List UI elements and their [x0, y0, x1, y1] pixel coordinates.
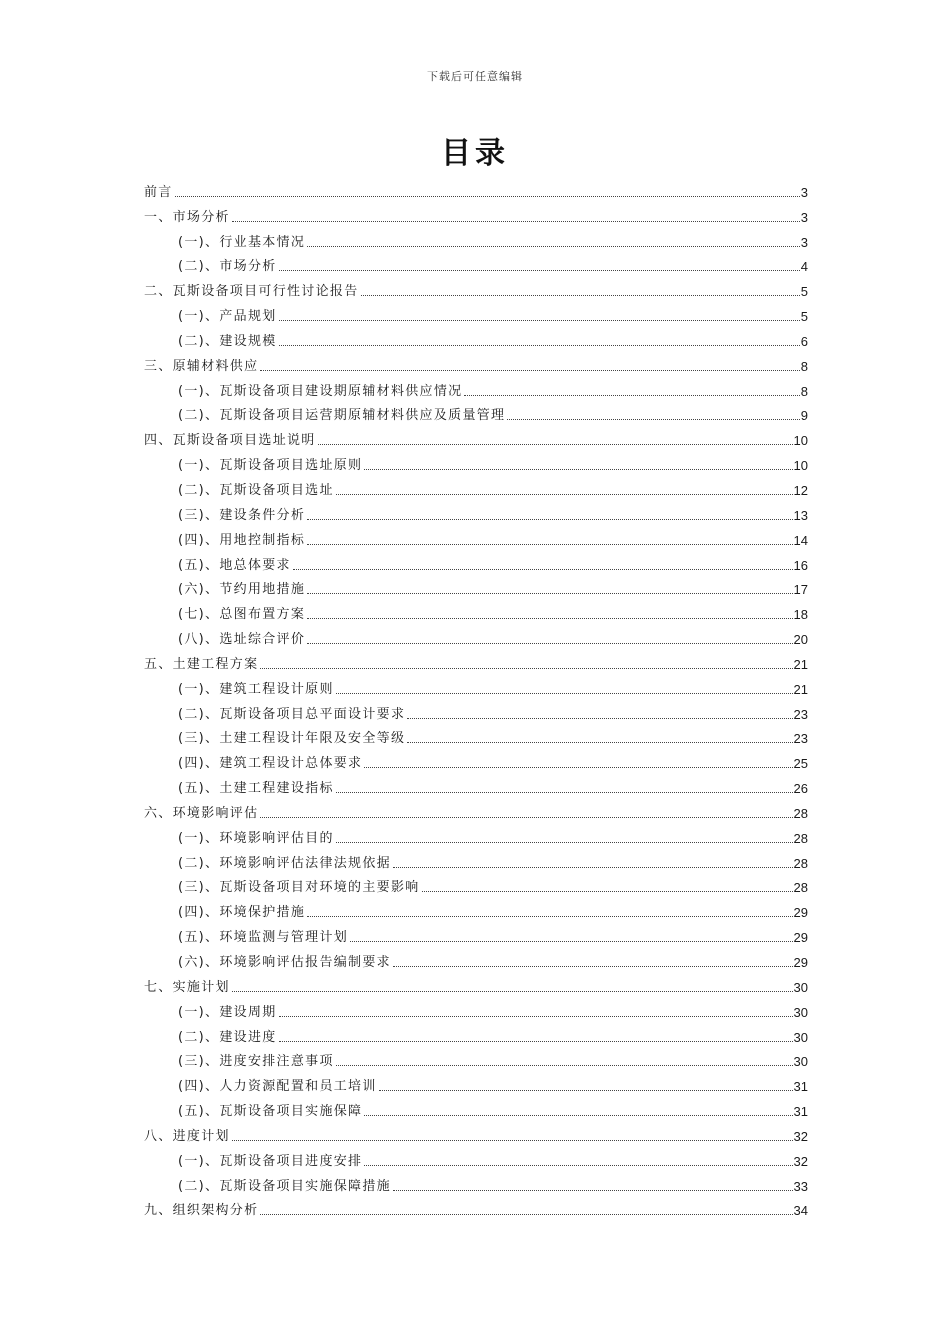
toc-dot-leader	[307, 544, 792, 545]
toc-dot-leader	[336, 792, 793, 793]
toc-entry-page-number: 31	[793, 1079, 808, 1095]
toc-entry-page-number: 4	[800, 259, 808, 275]
toc-section-entry[interactable]	[144, 1046, 808, 1071]
toc-section-entry[interactable]	[144, 598, 808, 623]
toc-entry-label: (五)、土建工程建设指标	[178, 781, 334, 797]
toc-section-entry[interactable]	[144, 375, 808, 400]
toc-entry-page-number: 21	[793, 681, 808, 697]
toc-entry-label: 四、瓦斯设备项目选址说明	[144, 433, 316, 449]
toc-dot-leader	[336, 1065, 793, 1066]
toc-section-entry[interactable]	[144, 574, 808, 599]
toc-chapter-entry[interactable]	[144, 648, 808, 673]
toc-entry-page-number: 21	[793, 656, 808, 672]
toc-section-entry[interactable]	[144, 400, 808, 425]
toc-dot-leader	[364, 767, 792, 768]
toc-chapter-entry[interactable]	[144, 350, 808, 375]
toc-entry-page-number: 10	[793, 433, 808, 449]
toc-entry-label: 一、市场分析	[144, 209, 230, 225]
toc-dot-leader	[279, 1016, 793, 1017]
toc-entry-page-number: 28	[793, 855, 808, 871]
toc-entry-page-number: 10	[793, 458, 808, 474]
toc-section-entry[interactable]	[144, 673, 808, 698]
toc-section-entry[interactable]	[144, 1095, 808, 1120]
toc-entry-label: (一)、建筑工程设计原则	[178, 681, 334, 697]
toc-entry-label: 七、实施计划	[144, 979, 230, 995]
toc-dot-leader	[232, 991, 793, 992]
toc-entry-page-number: 30	[793, 1004, 808, 1020]
toc-dot-leader	[232, 221, 800, 222]
page-title: 目录	[441, 136, 509, 171]
toc-dot-leader	[260, 370, 799, 371]
toc-section-entry[interactable]	[144, 1021, 808, 1046]
toc-dot-leader	[422, 891, 793, 892]
toc-entry-label: (三)、建设条件分析	[178, 507, 306, 523]
toc-dot-leader	[260, 668, 792, 669]
toc-entry-label: (五)、环境监测与管理计划	[178, 930, 349, 946]
toc-entry-label: 二、瓦斯设备项目可行性讨论报告	[144, 284, 359, 300]
toc-dot-leader	[379, 1090, 793, 1091]
toc-entry-page-number: 33	[793, 1178, 808, 1194]
toc-entry-label: (二)、瓦斯设备项目实施保障措施	[178, 1178, 391, 1194]
toc-dot-leader	[336, 842, 793, 843]
toc-section-entry[interactable]	[144, 822, 808, 847]
toc-dot-leader	[175, 196, 800, 197]
toc-dot-leader	[464, 395, 799, 396]
toc-dot-leader	[507, 419, 799, 420]
header-note: 下载后可任意编辑	[427, 70, 523, 83]
toc-entry-label: (二)、瓦斯设备项目总平面设计要求	[178, 706, 406, 722]
toc-entry-label: (一)、瓦斯设备项目选址原则	[178, 458, 363, 474]
toc-dot-leader	[318, 444, 793, 445]
toc-entry-label: (三)、土建工程设计年限及安全等级	[178, 731, 406, 747]
toc-entry-page-number: 30	[793, 1029, 808, 1045]
toc-dot-leader	[307, 618, 792, 619]
toc-dot-leader	[307, 246, 800, 247]
toc-entry-page-number: 17	[793, 582, 808, 598]
toc-entry-label: (一)、产品规划	[178, 309, 277, 325]
toc-dot-leader	[293, 569, 793, 570]
toc-dot-leader	[364, 469, 792, 470]
toc-section-entry[interactable]	[144, 847, 808, 872]
toc-dot-leader	[279, 345, 800, 346]
toc-entry-label: (五)、瓦斯设备项目实施保障	[178, 1104, 363, 1120]
toc-chapter-entry[interactable]	[144, 1195, 808, 1220]
toc-dot-leader	[364, 1165, 792, 1166]
toc-entry-page-number: 28	[793, 880, 808, 896]
toc-section-entry[interactable]	[144, 946, 808, 971]
toc-section-entry[interactable]	[144, 872, 808, 897]
toc-entry-page-number: 32	[793, 1153, 808, 1169]
toc-section-entry[interactable]	[144, 1070, 808, 1095]
toc-section-entry[interactable]	[144, 325, 808, 350]
toc-dot-leader	[279, 270, 800, 271]
toc-dot-leader	[307, 593, 792, 594]
toc-entry-page-number: 26	[793, 781, 808, 797]
toc-chapter-entry[interactable]	[144, 275, 808, 300]
toc-chapter-entry[interactable]	[144, 1120, 808, 1145]
toc-entry-page-number: 23	[793, 731, 808, 747]
toc-dot-leader	[336, 494, 793, 495]
toc-entry-label: (八)、选址综合评价	[178, 632, 306, 648]
toc-dot-leader	[279, 1041, 793, 1042]
table-of-contents	[144, 176, 808, 1219]
toc-section-entry[interactable]	[144, 921, 808, 946]
toc-entry-label: 八、进度计划	[144, 1128, 230, 1144]
toc-section-entry[interactable]	[144, 251, 808, 276]
toc-entry-page-number: 5	[800, 284, 808, 300]
toc-entry-label: (一)、瓦斯设备项目建设期原辅材料供应情况	[178, 383, 463, 399]
toc-entry-label: (二)、环境影响评估法律法规依据	[178, 855, 391, 871]
toc-chapter-entry[interactable]	[144, 176, 808, 201]
toc-entry-page-number: 31	[793, 1104, 808, 1120]
toc-entry-page-number: 28	[793, 805, 808, 821]
toc-dot-leader	[393, 1190, 793, 1191]
toc-entry-page-number: 6	[800, 333, 808, 349]
toc-entry-label: 九、组织架构分析	[144, 1203, 259, 1219]
toc-entry-page-number: 9	[800, 408, 808, 424]
toc-entry-label: (一)、瓦斯设备项目进度安排	[178, 1153, 363, 1169]
toc-entry-page-number: 5	[800, 309, 808, 325]
toc-entry-label: (二)、建设进度	[178, 1029, 277, 1045]
toc-entry-label: (五)、地总体要求	[178, 557, 291, 573]
toc-entry-page-number: 3	[800, 209, 808, 225]
toc-dot-leader	[407, 718, 792, 719]
toc-entry-label: 六、环境影响评估	[144, 805, 259, 821]
toc-entry-label: 五、土建工程方案	[144, 656, 259, 672]
toc-entry-page-number: 23	[793, 706, 808, 722]
toc-entry-label: (一)、行业基本情况	[178, 234, 306, 250]
toc-chapter-entry[interactable]	[144, 971, 808, 996]
toc-section-entry[interactable]	[144, 896, 808, 921]
toc-entry-label: 前言	[144, 184, 173, 200]
toc-entry-page-number: 30	[793, 979, 808, 995]
toc-section-entry[interactable]	[144, 1170, 808, 1195]
toc-dot-leader	[260, 817, 792, 818]
toc-entry-page-number: 14	[793, 532, 808, 548]
toc-chapter-entry[interactable]	[144, 797, 808, 822]
toc-entry-label: (七)、总图布置方案	[178, 607, 306, 623]
toc-section-entry[interactable]	[144, 226, 808, 251]
toc-entry-page-number: 13	[793, 507, 808, 523]
toc-section-entry[interactable]	[144, 772, 808, 797]
toc-entry-page-number: 3	[800, 234, 808, 250]
toc-section-entry[interactable]	[144, 300, 808, 325]
toc-entry-page-number: 3	[800, 184, 808, 200]
toc-dot-leader	[307, 643, 792, 644]
toc-entry-label: 三、原辅材料供应	[144, 358, 259, 374]
toc-dot-leader	[232, 1140, 793, 1141]
toc-dot-leader	[393, 867, 793, 868]
toc-dot-leader	[361, 295, 800, 296]
toc-entry-page-number: 8	[800, 383, 808, 399]
toc-entry-page-number: 29	[793, 955, 808, 970]
toc-entry-label: (二)、市场分析	[178, 259, 277, 275]
toc-dot-leader	[279, 320, 800, 321]
toc-entry-page-number: 30	[793, 1054, 808, 1070]
toc-entry-page-number: 28	[793, 830, 808, 846]
toc-section-entry[interactable]	[144, 623, 808, 648]
toc-entry-label: (六)、节约用地措施	[178, 582, 306, 598]
toc-entry-label: (一)、建设周期	[178, 1004, 277, 1020]
toc-entry-page-number: 18	[793, 607, 808, 623]
toc-entry-label: (二)、瓦斯设备项目运营期原辅材料供应及质量管理	[178, 408, 506, 424]
toc-entry-label: (三)、瓦斯设备项目对环境的主要影响	[178, 880, 420, 896]
toc-entry-page-number: 29	[793, 930, 808, 946]
toc-dot-leader	[407, 742, 792, 743]
toc-section-entry[interactable]	[144, 474, 808, 499]
toc-dot-leader	[336, 693, 793, 694]
toc-entry-page-number: 16	[793, 557, 808, 573]
toc-section-entry[interactable]	[144, 747, 808, 772]
toc-chapter-entry[interactable]	[144, 424, 808, 449]
toc-dot-leader	[364, 1115, 792, 1116]
toc-section-entry[interactable]	[144, 1145, 808, 1170]
toc-dot-leader	[307, 916, 792, 917]
toc-entry-label: (三)、进度安排注意事项	[178, 1054, 334, 1070]
toc-entry-label: (二)、建设规模	[178, 333, 277, 349]
toc-section-entry[interactable]	[144, 996, 808, 1021]
toc-entry-page-number: 20	[793, 632, 808, 648]
toc-chapter-entry[interactable]	[144, 201, 808, 226]
toc-entry-page-number: 8	[800, 358, 808, 374]
toc-entry-page-number: 32	[793, 1128, 808, 1144]
toc-entry-label: (四)、建筑工程设计总体要求	[178, 756, 363, 772]
toc-entry-page-number: 25	[793, 756, 808, 772]
toc-dot-leader	[307, 519, 792, 520]
toc-section-entry[interactable]	[144, 524, 808, 549]
toc-section-entry[interactable]	[144, 723, 808, 748]
toc-entry-page-number: 12	[793, 482, 808, 498]
toc-dot-leader	[350, 941, 792, 942]
toc-entry-label: (六)、环境影响评估报告编制要求	[178, 955, 391, 970]
toc-entry-label: (四)、用地控制指标	[178, 532, 306, 548]
toc-dot-leader	[260, 1214, 792, 1215]
toc-entry-page-number: 29	[793, 905, 808, 921]
toc-entry-label: (一)、环境影响评估目的	[178, 830, 334, 846]
toc-entry-page-number: 34	[793, 1203, 808, 1219]
toc-entry-label: (二)、瓦斯设备项目选址	[178, 482, 334, 498]
toc-section-entry[interactable]	[144, 698, 808, 723]
toc-entry-label: (四)、人力资源配置和员工培训	[178, 1079, 377, 1095]
toc-dot-leader	[393, 966, 793, 967]
toc-section-entry[interactable]	[144, 549, 808, 574]
toc-section-entry[interactable]	[144, 499, 808, 524]
toc-entry-label: (四)、环境保护措施	[178, 905, 306, 921]
toc-section-entry[interactable]	[144, 449, 808, 474]
